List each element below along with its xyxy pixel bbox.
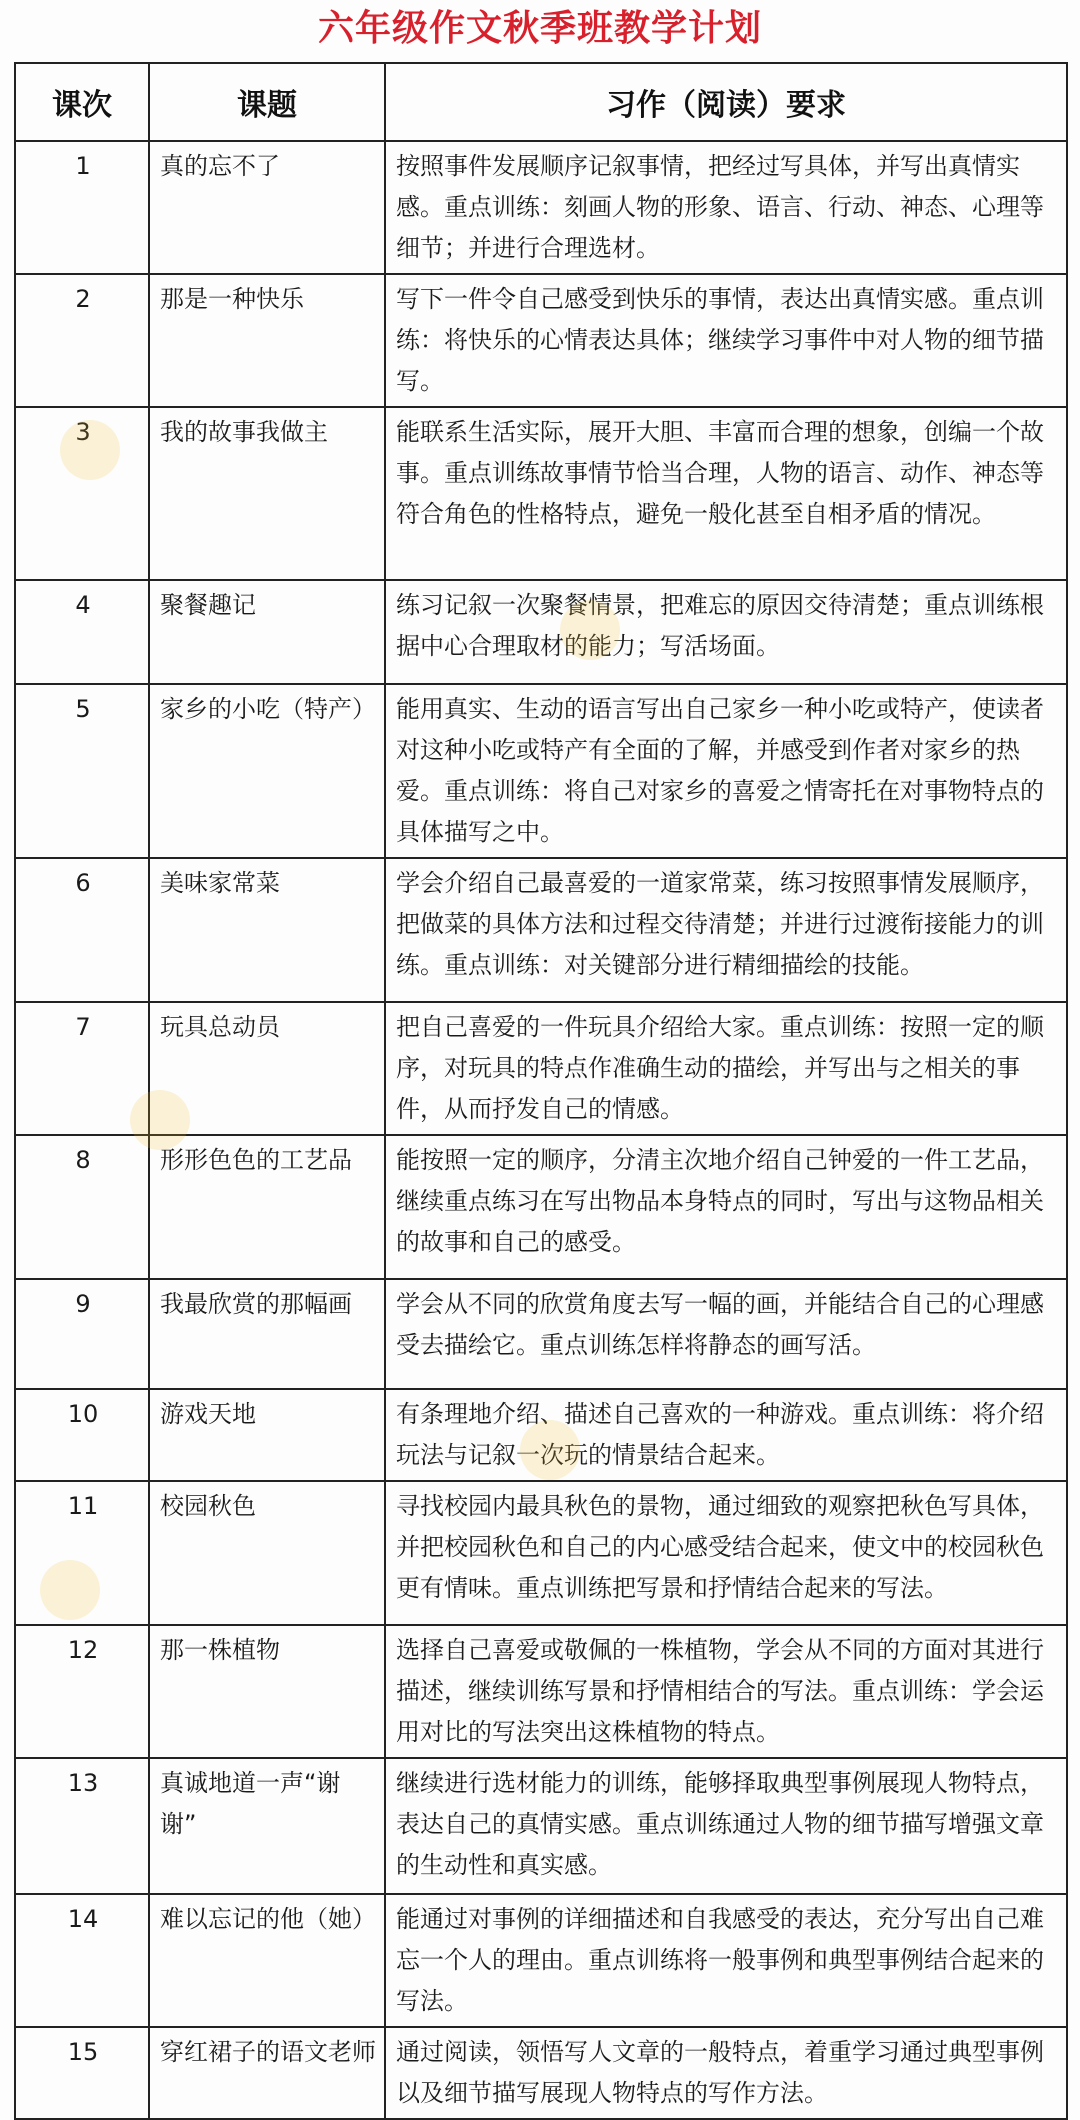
lesson-number: 15 <box>15 2027 149 2119</box>
lesson-topic: 真的忘不了 <box>149 141 385 274</box>
lesson-requirement: 能用真实、生动的语言写出自己家乡一种小吃或特产，使读者对这种小吃或特产有全面的了解，并感受到作者对家乡的热爱。重点训练：将自己对家乡的喜爱之情寄托在对事物特点的具体描写之中。 <box>385 684 1067 858</box>
table-row <box>15 274 1067 407</box>
lesson-number: 8 <box>15 1135 149 1279</box>
lesson-number: 10 <box>15 1389 149 1481</box>
lesson-requirement: 能按照一定的顺序，分清主次地介绍自己钟爱的一件工艺品，继续重点练习在写出物品本身特点的同时，写出与这物品相关的故事和自己的感受。 <box>385 1135 1067 1279</box>
lesson-number: 6 <box>15 858 149 1002</box>
table-row <box>15 141 1067 274</box>
lesson-number: 7 <box>15 1002 149 1135</box>
table-row <box>15 1481 1067 1625</box>
lesson-topic: 聚餐趣记 <box>149 580 385 684</box>
lesson-requirement: 学会介绍自己最喜爱的一道家常菜，练习按照事情发展顺序，把做菜的具体方法和过程交待清楚；并进行过渡衔接能力的训练。重点训练：对关键部分进行精细描绘的技能。 <box>385 858 1067 1002</box>
lesson-topic: 那是一种快乐 <box>149 274 385 407</box>
table-row <box>15 1135 1067 1279</box>
lesson-requirement: 能通过对事例的详细描述和自我感受的表达，充分写出自己难忘一个人的理由。重点训练将一般事例和典型事例结合起来的写法。 <box>385 1894 1067 2027</box>
header-lesson: 课次 <box>15 63 149 141</box>
lesson-topic: 玩具总动员 <box>149 1002 385 1135</box>
lesson-requirement: 继续进行选材能力的训练，能够择取典型事例展现人物特点，表达自己的真情实感。重点训练通过人物的细节描写增强文章的生动性和真实感。 <box>385 1758 1067 1894</box>
header-requirement: 习作（阅读）要求 <box>385 63 1067 141</box>
page-title: 六年级作文秋季班教学计划 <box>317 8 762 49</box>
lesson-topic: 家乡的小吃（特产） <box>149 684 385 858</box>
lesson-topic: 我最欣赏的那幅画 <box>149 1279 385 1389</box>
lesson-requirement: 寻找校园内最具秋色的景物，通过细致的观察把秋色写具体，并把校园秋色和自己的内心感受结合起来，使文中的校园秋色更有情味。重点训练把写景和抒情结合起来的写法。 <box>385 1481 1067 1625</box>
lesson-requirement: 写下一件令自己感受到快乐的事情，表达出真情实感。重点训练：将快乐的心情表达具体；继续学习事件中对人物的细节描写。 <box>385 274 1067 407</box>
table-row <box>15 2027 1067 2119</box>
lesson-number: 4 <box>15 580 149 684</box>
table-header-row <box>15 63 1067 141</box>
table-row <box>15 580 1067 684</box>
lesson-number: 13 <box>15 1758 149 1894</box>
lesson-topic: 真诚地道一声“谢谢” <box>149 1758 385 1894</box>
lesson-requirement: 能联系生活实际，展开大胆、丰富而合理的想象，创编一个故事。重点训练故事情节恰当合理，人物的语言、动作、神态等符合角色的性格特点，避免一般化甚至自相矛盾的情况。 <box>385 407 1067 580</box>
lesson-topic: 穿红裙子的语文老师 <box>149 2027 385 2119</box>
lesson-topic: 形形色色的工艺品 <box>149 1135 385 1279</box>
lesson-number: 9 <box>15 1279 149 1389</box>
table-row <box>15 684 1067 858</box>
lesson-topic: 美味家常菜 <box>149 858 385 1002</box>
table-row <box>15 407 1067 580</box>
table-row <box>15 1389 1067 1481</box>
table-row <box>15 1279 1067 1389</box>
lesson-number: 14 <box>15 1894 149 2027</box>
lesson-number: 2 <box>15 274 149 407</box>
lesson-topic: 难以忘记的他（她） <box>149 1894 385 2027</box>
table-row <box>15 1758 1067 1894</box>
lesson-topic: 校园秋色 <box>149 1481 385 1625</box>
lesson-requirement: 通过阅读，领悟写人文章的一般特点，着重学习通过典型事例以及细节描写展现人物特点的写作方法。 <box>385 2027 1067 2119</box>
lesson-requirement: 按照事件发展顺序记叙事情，把经过写具体，并写出真情实感。重点训练：刻画人物的形象、语言、行动、神态、心理等细节；并进行合理选材。 <box>385 141 1067 274</box>
lesson-topic: 游戏天地 <box>149 1389 385 1481</box>
lesson-requirement: 练习记叙一次聚餐情景，把难忘的原因交待清楚；重点训练根据中心合理取材的能力；写活场面。 <box>385 580 1067 684</box>
lesson-number: 12 <box>15 1625 149 1758</box>
lesson-requirement: 选择自己喜爱或敬佩的一株植物，学会从不同的方面对其进行描述，继续训练写景和抒情相结合的写法。重点训练：学会运用对比的写法突出这株植物的特点。 <box>385 1625 1067 1758</box>
lesson-requirement: 学会从不同的欣赏角度去写一幅的画，并能结合自己的心理感受去描绘它。重点训练怎样将静态的画写活。 <box>385 1279 1067 1389</box>
lesson-requirement: 有条理地介绍、描述自己喜欢的一种游戏。重点训练：将介绍玩法与记叙一次玩的情景结合起来。 <box>385 1389 1067 1481</box>
lesson-topic: 我的故事我做主 <box>149 407 385 580</box>
lesson-number: 11 <box>15 1481 149 1625</box>
lesson-requirement: 把自己喜爱的一件玩具介绍给大家。重点训练：按照一定的顺序，对玩具的特点作准确生动的描绘，并写出与之相关的事件，从而抒发自己的情感。 <box>385 1002 1067 1135</box>
lesson-number: 3 <box>15 407 149 580</box>
lesson-number: 1 <box>15 141 149 274</box>
teaching-plan-table <box>14 62 1068 2120</box>
table-row <box>15 858 1067 1002</box>
table-row <box>15 1625 1067 1758</box>
table-row <box>15 1002 1067 1135</box>
lesson-number: 5 <box>15 684 149 858</box>
lesson-topic: 那一株植物 <box>149 1625 385 1758</box>
header-topic: 课题 <box>149 63 385 141</box>
table-row <box>15 1894 1067 2027</box>
